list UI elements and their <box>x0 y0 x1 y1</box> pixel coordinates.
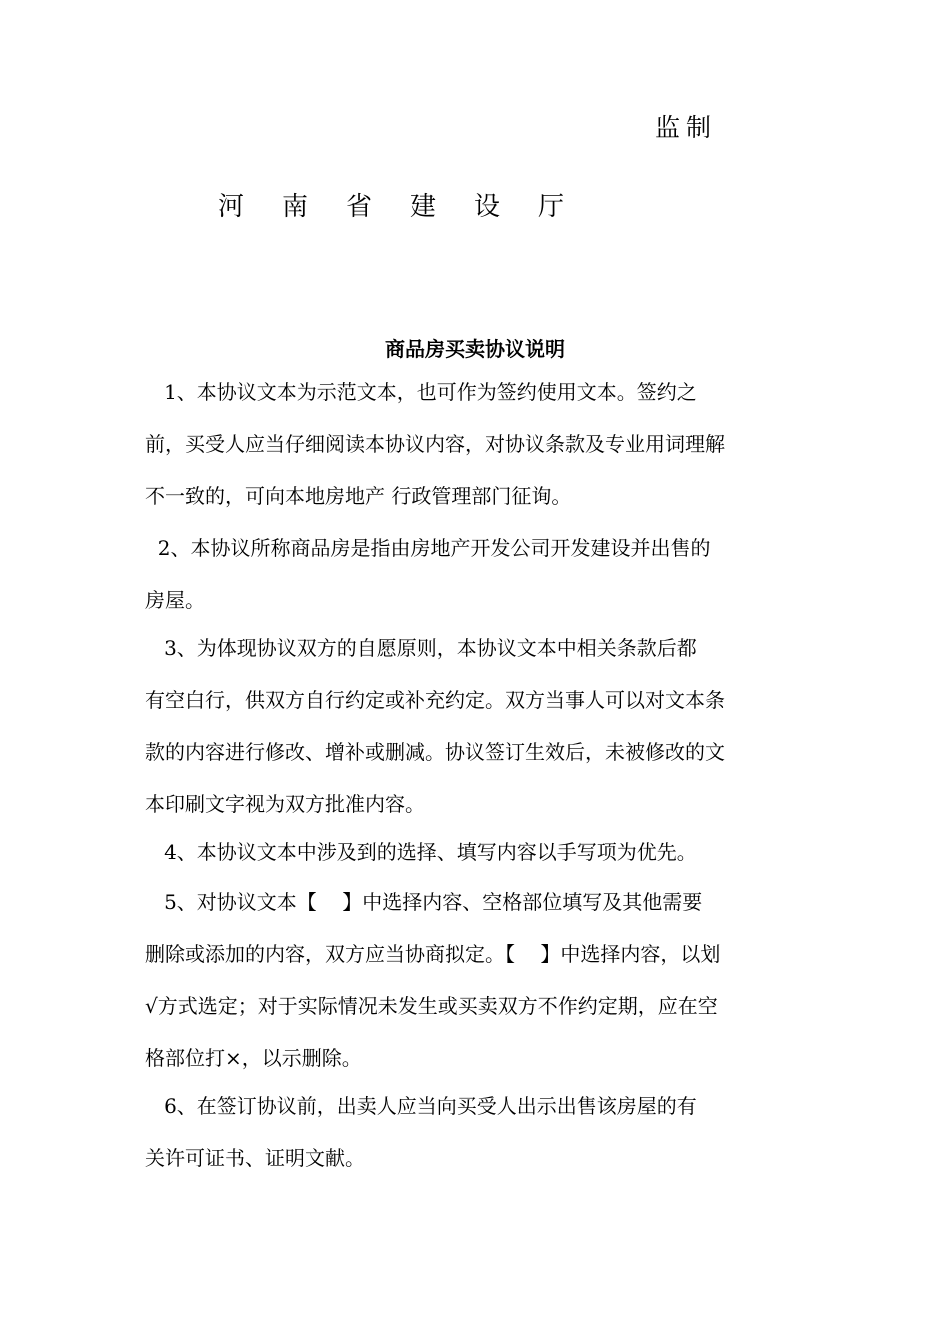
paragraph-line: √方式选定；对于实际情况未发生或买卖双方不作约定期，应在空 <box>145 994 718 1018</box>
paragraph-line: 款的内容进行修改、增补或删减。协议签订生效后，未被修改的文 <box>145 740 725 764</box>
paragraph-line: 3、为体现协议双方的自愿原则，本协议文本中相关条款后都 <box>145 636 697 660</box>
paragraph-line: 房屋。 <box>145 588 205 612</box>
paragraph-6 <box>145 1080 810 1184</box>
paragraph-line: 删除或添加的内容，双方应当协商拟定。【 】中选择内容，以划 <box>145 942 721 966</box>
paragraph-line: 不一致的，可向本地房地产 行政管理部门征询。 <box>145 484 572 508</box>
paragraph-3 <box>145 622 810 830</box>
paragraph-5 <box>145 876 810 1084</box>
paragraph-line: 关许可证书、证明文献。 <box>145 1146 365 1170</box>
supervise-label: 监制 <box>655 113 718 142</box>
paragraph-line: 前，买受人应当仔细阅读本协议内容，对协议条款及专业用词理解 <box>145 432 725 456</box>
paragraph-line: 1、本协议文本为示范文本，也可作为签约使用文本。签约之 <box>145 380 697 404</box>
paragraph-line: 6、在签订协议前，出卖人应当向买受人出示出售该房屋的有 <box>145 1094 697 1118</box>
document-title: 商品房买卖协议说明 <box>385 337 565 361</box>
paragraph-4 <box>145 826 810 878</box>
paragraph-line: 4、本协议文本中涉及到的选择、填写内容以手写项为优先。 <box>145 840 697 864</box>
paragraph-line: 本印刷文字视为双方批准内容。 <box>145 792 425 816</box>
paragraph-1 <box>145 366 810 522</box>
issuer-name: 河南省建设厅 <box>218 192 603 222</box>
paragraph-line: 2、本协议所称商品房是指由房地产开发公司开发建设并出售的 <box>145 536 711 560</box>
paragraph-line: 5、对协议文本【 】中选择内容、空格部位填写及其他需要 <box>145 890 703 914</box>
paragraph-line: 格部位打×，以示删除。 <box>145 1046 362 1070</box>
paragraph-line: 有空白行，供双方自行约定或补充约定。双方当事人可以对文本条 <box>145 688 725 712</box>
paragraph-2 <box>145 522 810 626</box>
